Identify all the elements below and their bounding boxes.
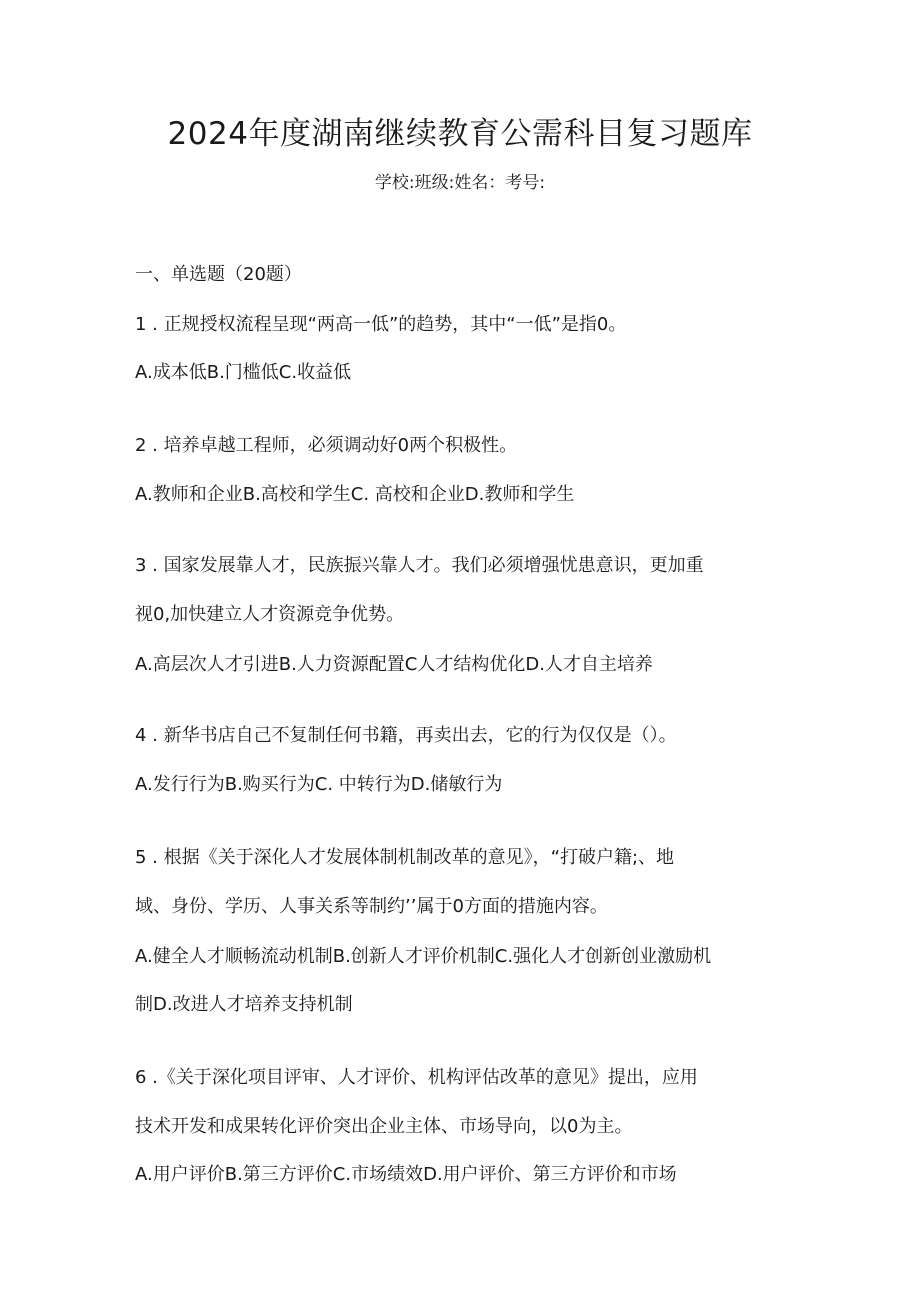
question-4-stem: 4 . 新华书店自己不复制任何书籍，再卖出去，它的行为仅仅是（）。: [135, 725, 677, 746]
question-5-stem-line-2: 域、身份、学历、人事关系等制约’’属于0方面的措施内容。: [135, 896, 608, 917]
question-2-stem: 2 . 培养卓越工程师，必须调动好0两个积极性。: [135, 435, 518, 456]
question-1-stem: 1 . 正规授权流程呈现“两高一低”的趋势，其中“一低”是指0。: [135, 314, 627, 335]
question-5-options-line-2: 制D.改进人才培养支持机制: [135, 994, 353, 1015]
question-3-options: A.高层次人才引进B.人力资源配置C人才结构优化D.人才自主培养: [135, 654, 653, 675]
document-title: 2024年度湖南继续教育公需科目复习题库: [167, 116, 753, 152]
question-3-stem-line-2: 视0,加快建立人才资源竞争优势。: [135, 604, 405, 625]
question-2-options: A.教师和企业B.高校和学生C. 高校和企业D.教师和学生: [135, 484, 575, 505]
document-subtitle: 学校:班级:姓名：考号:: [374, 173, 546, 193]
question-6-stem-line-1: 6 .《关于深化项目评审、人才评价、机构评估改革的意见》提出，应用: [135, 1067, 698, 1088]
question-5-options-line-1: A.健全人才顺畅流动机制B.创新人才评价机制C.强化人才创新创业激励机: [135, 946, 712, 967]
question-5-stem-line-1: 5 . 根据《关于深化人才发展体制机制改革的意见》，“打破户籍;、地: [135, 847, 675, 868]
section-heading: 一、单选题（20题）: [135, 264, 302, 285]
question-3-stem-line-1: 3 . 国家发展靠人才，民族振兴靠人才。我们必须增强忧患意识，更加重: [135, 555, 704, 576]
question-1-options: A.成本低B.门槛低C.收益低: [135, 362, 352, 383]
question-6-options: A.用户评价B.第三方评价C.市场绩效D.用户评价、第三方评价和市场: [135, 1164, 677, 1185]
question-4-options: A.发行行为B.购买行为C. 中转行为D.储敏行为: [135, 774, 503, 795]
question-6-stem-line-2: 技术开发和成果转化评价突出企业主体、市场导向，以0为主。: [135, 1116, 633, 1137]
